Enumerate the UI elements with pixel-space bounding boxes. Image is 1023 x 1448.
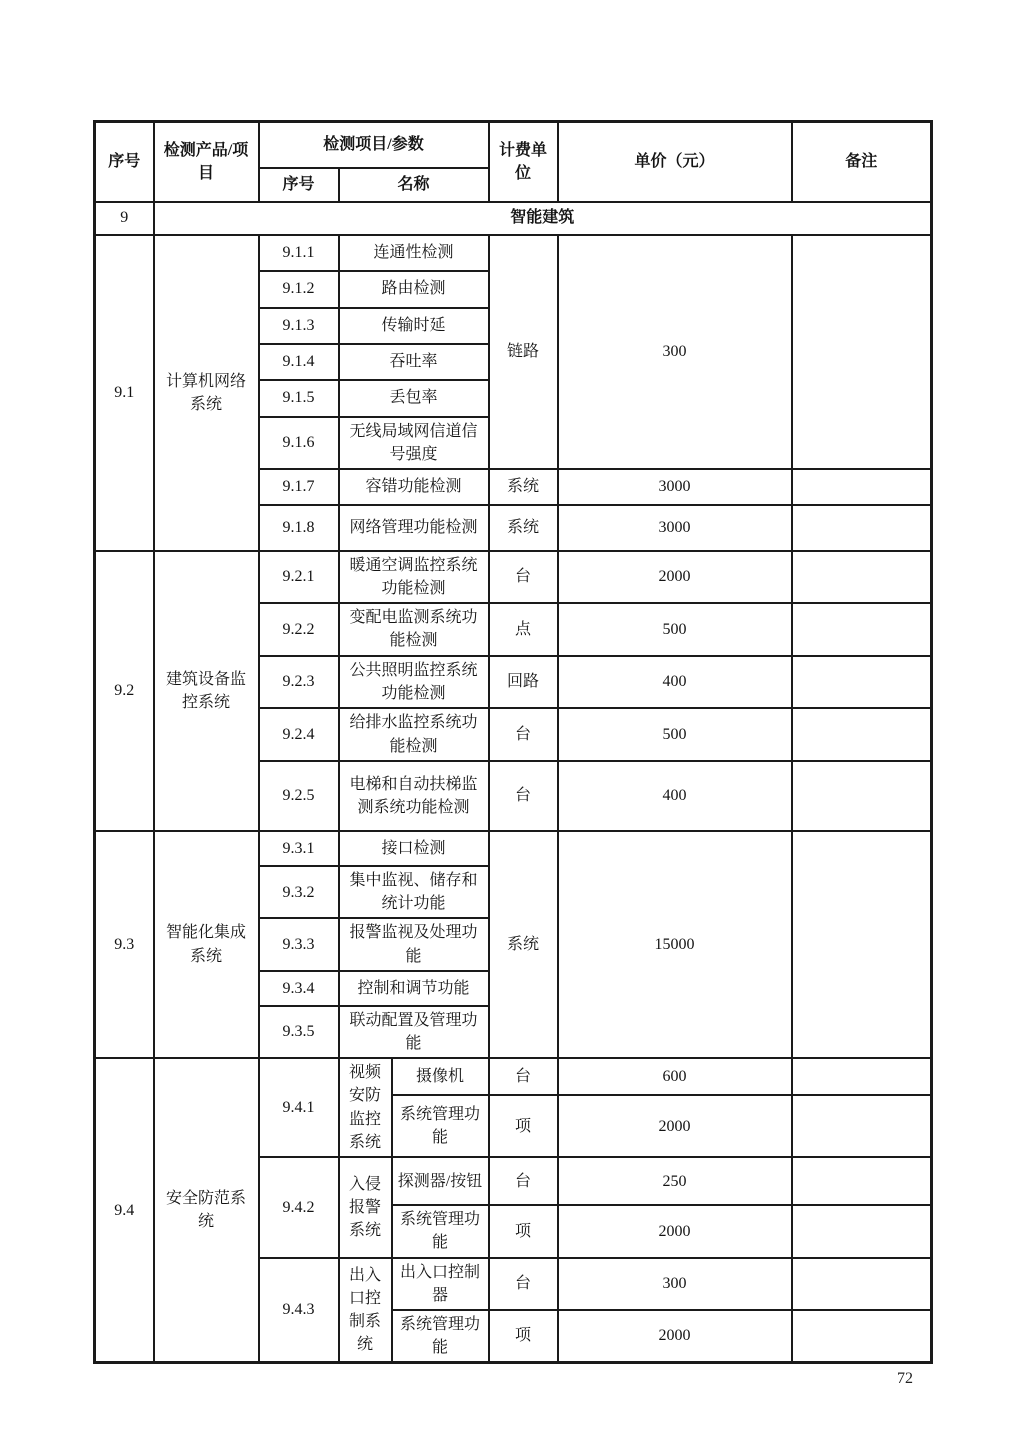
cell-sub-no: 9.2.2 xyxy=(259,603,339,655)
page-number: 72 xyxy=(897,1370,913,1387)
cell-remark xyxy=(792,235,932,469)
cell-unit: 系统 xyxy=(489,469,558,505)
header-remark: 备注 xyxy=(792,122,932,202)
cell-sub-no: 9.4.2 xyxy=(259,1157,339,1257)
cell-section-no: 9.1 xyxy=(95,235,154,551)
cell-item-name: 系统管理功能 xyxy=(392,1205,489,1257)
cell-unit: 点 xyxy=(489,603,558,655)
cell-price: 600 xyxy=(558,1058,792,1095)
cell-item-name: 报警监视及处理功能 xyxy=(339,918,489,970)
cell-remark xyxy=(792,551,932,603)
cell-remark xyxy=(792,1095,932,1157)
cell-remark xyxy=(792,505,932,551)
cell-price: 500 xyxy=(558,603,792,655)
cell-sub-no: 9.1.2 xyxy=(259,271,339,308)
cell-item-name: 联动配置及管理功能 xyxy=(339,1006,489,1058)
table-row xyxy=(95,551,932,603)
cell-price: 15000 xyxy=(558,831,792,1058)
cell-section-name: 智能化集成系统 xyxy=(154,831,259,1058)
table-row xyxy=(95,1058,932,1095)
header-row-1 xyxy=(95,122,932,168)
cell-subsystem-name: 视频安防监控系统 xyxy=(339,1058,392,1157)
cell-price: 500 xyxy=(558,708,792,761)
cell-sub-no: 9.1.1 xyxy=(259,235,339,271)
cell-sub-no: 9.1.4 xyxy=(259,344,339,380)
cell-category-name: 智能建筑 xyxy=(154,202,932,235)
category-row xyxy=(95,202,932,235)
cell-item-name: 电梯和自动扶梯监测系统功能检测 xyxy=(339,761,489,831)
cell-sub-no: 9.2.1 xyxy=(259,551,339,603)
cell-unit: 台 xyxy=(489,1058,558,1095)
cell-sub-no: 9.3.2 xyxy=(259,866,339,918)
header-serial: 序号 xyxy=(95,122,154,202)
header-param-group: 检测项目/参数 xyxy=(259,122,489,168)
cell-sub-no: 9.1.8 xyxy=(259,505,339,551)
cell-unit: 系统 xyxy=(489,831,558,1058)
cell-item-name: 接口检测 xyxy=(339,831,489,866)
cell-remark xyxy=(792,1310,932,1363)
cell-sub-no: 9.1.3 xyxy=(259,308,339,344)
cell-item-name: 连通性检测 xyxy=(339,235,489,271)
cell-subsystem-name: 入侵报警系统 xyxy=(339,1157,392,1257)
cell-sub-no: 9.4.3 xyxy=(259,1258,339,1363)
cell-item-name: 传输时延 xyxy=(339,308,489,344)
cell-price: 300 xyxy=(558,1258,792,1310)
cell-item-name: 系统管理功能 xyxy=(392,1095,489,1157)
cell-unit: 回路 xyxy=(489,656,558,708)
cell-section-name: 计算机网络系统 xyxy=(154,235,259,551)
cell-sub-no: 9.2.4 xyxy=(259,708,339,761)
cell-sub-no: 9.1.5 xyxy=(259,380,339,417)
cell-item-name: 集中监视、储存和统计功能 xyxy=(339,866,489,918)
cell-price: 300 xyxy=(558,235,792,469)
cell-price: 2000 xyxy=(558,1310,792,1363)
cell-price: 2000 xyxy=(558,551,792,603)
cell-unit: 台 xyxy=(489,708,558,761)
cell-item-name: 无线局域网信道信号强度 xyxy=(339,417,489,469)
cell-item-name: 给排水监控系统功能检测 xyxy=(339,708,489,761)
cell-sub-no: 9.3.1 xyxy=(259,831,339,866)
cell-remark xyxy=(792,603,932,655)
cell-item-name: 探测器/按钮 xyxy=(392,1157,489,1205)
cell-item-name: 出入口控制器 xyxy=(392,1258,489,1310)
cell-price: 3000 xyxy=(558,505,792,551)
cell-item-name: 暖通空调监控系统功能检测 xyxy=(339,551,489,603)
cell-sub-no: 9.1.6 xyxy=(259,417,339,469)
cell-unit: 台 xyxy=(489,1157,558,1205)
cell-item-name: 路由检测 xyxy=(339,271,489,308)
header-sub-serial: 序号 xyxy=(259,168,339,202)
cell-unit: 台 xyxy=(489,551,558,603)
cell-price: 3000 xyxy=(558,469,792,505)
cell-sub-no: 9.1.7 xyxy=(259,469,339,505)
cell-unit: 项 xyxy=(489,1310,558,1363)
table-row xyxy=(95,831,932,866)
cell-section-name: 安全防范系统 xyxy=(154,1058,259,1363)
cell-section-name: 建筑设备监控系统 xyxy=(154,551,259,831)
cell-price: 400 xyxy=(558,656,792,708)
cell-remark xyxy=(792,1205,932,1257)
cell-sub-no: 9.3.3 xyxy=(259,918,339,970)
cell-section-no: 9.4 xyxy=(95,1058,154,1363)
cell-price: 250 xyxy=(558,1157,792,1205)
cell-item-name: 网络管理功能检测 xyxy=(339,505,489,551)
header-product: 检测产品/项目 xyxy=(154,122,259,202)
cell-unit: 项 xyxy=(489,1205,558,1257)
header-unit: 计费单位 xyxy=(489,122,558,202)
cell-remark xyxy=(792,1258,932,1310)
cell-price: 400 xyxy=(558,761,792,831)
cell-sub-no: 9.2.5 xyxy=(259,761,339,831)
table-row xyxy=(95,235,932,271)
cell-unit: 台 xyxy=(489,1258,558,1310)
cell-price: 2000 xyxy=(558,1095,792,1157)
cell-sub-no: 9.2.3 xyxy=(259,656,339,708)
cell-sub-no: 9.3.4 xyxy=(259,971,339,1006)
cell-section-no: 9.3 xyxy=(95,831,154,1058)
header-price: 单价（元） xyxy=(558,122,792,202)
header-name: 名称 xyxy=(339,168,489,202)
cell-unit: 台 xyxy=(489,761,558,831)
cell-remark xyxy=(792,656,932,708)
cell-section-no: 9.2 xyxy=(95,551,154,831)
cell-category-no: 9 xyxy=(95,202,154,235)
cell-item-name: 摄像机 xyxy=(392,1058,489,1095)
cell-remark xyxy=(792,708,932,761)
cell-item-name: 公共照明监控系统功能检测 xyxy=(339,656,489,708)
cell-unit: 系统 xyxy=(489,505,558,551)
cell-item-name: 变配电监测系统功能检测 xyxy=(339,603,489,655)
cell-item-name: 容错功能检测 xyxy=(339,469,489,505)
cell-unit: 链路 xyxy=(489,235,558,469)
cell-remark xyxy=(792,1157,932,1205)
cell-item-name: 控制和调节功能 xyxy=(339,971,489,1006)
cell-remark xyxy=(792,831,932,1058)
cell-item-name: 系统管理功能 xyxy=(392,1310,489,1363)
cell-remark xyxy=(792,1058,932,1095)
fee-table xyxy=(93,120,933,1364)
cell-item-name: 丢包率 xyxy=(339,380,489,417)
cell-remark xyxy=(792,469,932,505)
cell-sub-no: 9.3.5 xyxy=(259,1006,339,1058)
cell-sub-no: 9.4.1 xyxy=(259,1058,339,1157)
cell-price: 2000 xyxy=(558,1205,792,1257)
cell-item-name: 吞吐率 xyxy=(339,344,489,380)
cell-subsystem-name: 出入口控制系统 xyxy=(339,1258,392,1363)
cell-remark xyxy=(792,761,932,831)
cell-unit: 项 xyxy=(489,1095,558,1157)
